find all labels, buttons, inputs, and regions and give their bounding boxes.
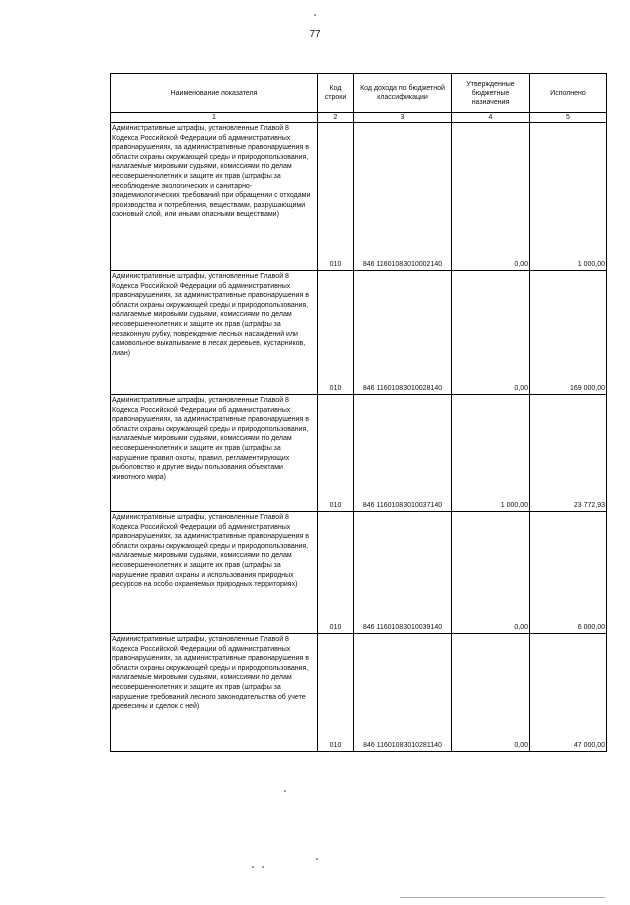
header-line-code: Код строки bbox=[318, 74, 354, 113]
income-code-cell: 846 11601083010281140 bbox=[354, 634, 452, 752]
column-number: 3 bbox=[354, 113, 452, 123]
scan-speck bbox=[262, 866, 264, 868]
table-row bbox=[111, 395, 607, 512]
indicator-name-cell: Административные штрафы, установленные Главой 8 Кодекса Российской Федерации об административных правонарушениях, за административные правонарушения в области охраны окружающей среды и природопользования, налагаемые мировыми судьями, комиссиями по делам несовершеннолетних и защите их прав (штрафы за нарушение правил охраны и использования природных ресурсов на особо охраняемых природных территориях) bbox=[111, 512, 318, 634]
page-number: 77 bbox=[309, 29, 321, 40]
column-number: 1 bbox=[111, 113, 318, 123]
table-row bbox=[111, 123, 607, 271]
table-row bbox=[111, 271, 607, 395]
approved-cell: 1 000,00 bbox=[452, 395, 530, 512]
scan-edge-line bbox=[400, 897, 605, 898]
header-row bbox=[111, 74, 607, 113]
column-number: 2 bbox=[318, 113, 354, 123]
header-income-code: Код дохода по бюджетной классификации bbox=[354, 74, 452, 113]
executed-cell: 1 000,00 bbox=[530, 123, 607, 271]
approved-cell: 0,00 bbox=[452, 123, 530, 271]
income-code-cell: 846 11601083010028140 bbox=[354, 271, 452, 395]
indicator-name-cell: Административные штрафы, установленные Главой 8 Кодекса Российской Федерации об административных правонарушениях, за административные правонарушения в области охраны окружающей среды и природопользования, налагаемые мировыми судьями, комиссиями по делам несовершеннолетних и защите их прав (штрафы за незаконную рубку, повреждение лесных насаждений или самовольное выкапывание в лесах деревьев, кустарников, лиан) bbox=[111, 271, 318, 395]
line-code-cell: 010 bbox=[318, 512, 354, 634]
scan-speck bbox=[284, 790, 286, 792]
approved-cell: 0,00 bbox=[452, 512, 530, 634]
budget-report-table bbox=[110, 73, 607, 752]
income-code-cell: 846 11601083010039140 bbox=[354, 512, 452, 634]
scan-speck bbox=[252, 866, 254, 868]
line-code-cell: 010 bbox=[318, 271, 354, 395]
line-code-cell: 010 bbox=[318, 395, 354, 512]
executed-cell: 6 000,00 bbox=[530, 512, 607, 634]
column-number: 5 bbox=[530, 113, 607, 123]
header-approved: Утвержденные бюджетные назначения bbox=[452, 74, 530, 113]
table-row bbox=[111, 634, 607, 752]
header-executed: Исполнено bbox=[530, 74, 607, 113]
scan-speck bbox=[316, 858, 318, 860]
header-indicator-name: Наименование показателя bbox=[111, 74, 318, 113]
executed-cell: 169 000,00 bbox=[530, 271, 607, 395]
income-code-cell: 846 11601083010037140 bbox=[354, 395, 452, 512]
column-number: 4 bbox=[452, 113, 530, 123]
table-header bbox=[111, 74, 607, 123]
column-number-row bbox=[111, 113, 607, 123]
line-code-cell: 010 bbox=[318, 123, 354, 271]
approved-cell: 0,00 bbox=[452, 271, 530, 395]
line-code-cell: 010 bbox=[318, 634, 354, 752]
executed-cell: 23 772,93 bbox=[530, 395, 607, 512]
approved-cell: 0,00 bbox=[452, 634, 530, 752]
indicator-name-cell: Административные штрафы, установленные Главой 8 Кодекса Российской Федерации об административных правонарушениях, за административные правонарушения в области охраны окружающей среды и природопользования, налагаемые мировыми судьями, комиссиями по делам несовершеннолетних и защите их прав (штрафы за нарушение требований лесного законодательства об учете древесины и сделок с ней) bbox=[111, 634, 318, 752]
indicator-name-cell: Административные штрафы, установленные Главой 8 Кодекса Российской Федерации об административных правонарушениях, за административные правонарушения в области охраны окружающей среды и природопользования, налагаемые мировыми судьями, комиссиями по делам несовершеннолетних и защите их прав (штрафы за нарушение правил охоты, правил, регламентирующих рыболовство и другие виды пользования объектами животного мира) bbox=[111, 395, 318, 512]
executed-cell: 47 000,00 bbox=[530, 634, 607, 752]
table-body bbox=[111, 123, 607, 752]
income-code-cell: 846 11601083010002140 bbox=[354, 123, 452, 271]
table-row bbox=[111, 512, 607, 634]
indicator-name-cell: Административные штрафы, установленные Главой 8 Кодекса Российской Федерации об административных правонарушениях, за административные правонарушения в области охраны окружающей среды и природопользования, налагаемые мировыми судьями, комиссиями по делам несовершеннолетних и защите их прав (штрафы за несоблюдение экологических и санитарно-эпидемиологических требований при обращении с отходами производства и потребления, веществами, разрушающими озоновый слой, или иными опасными веществами) bbox=[111, 123, 318, 271]
scan-speck bbox=[314, 14, 316, 16]
